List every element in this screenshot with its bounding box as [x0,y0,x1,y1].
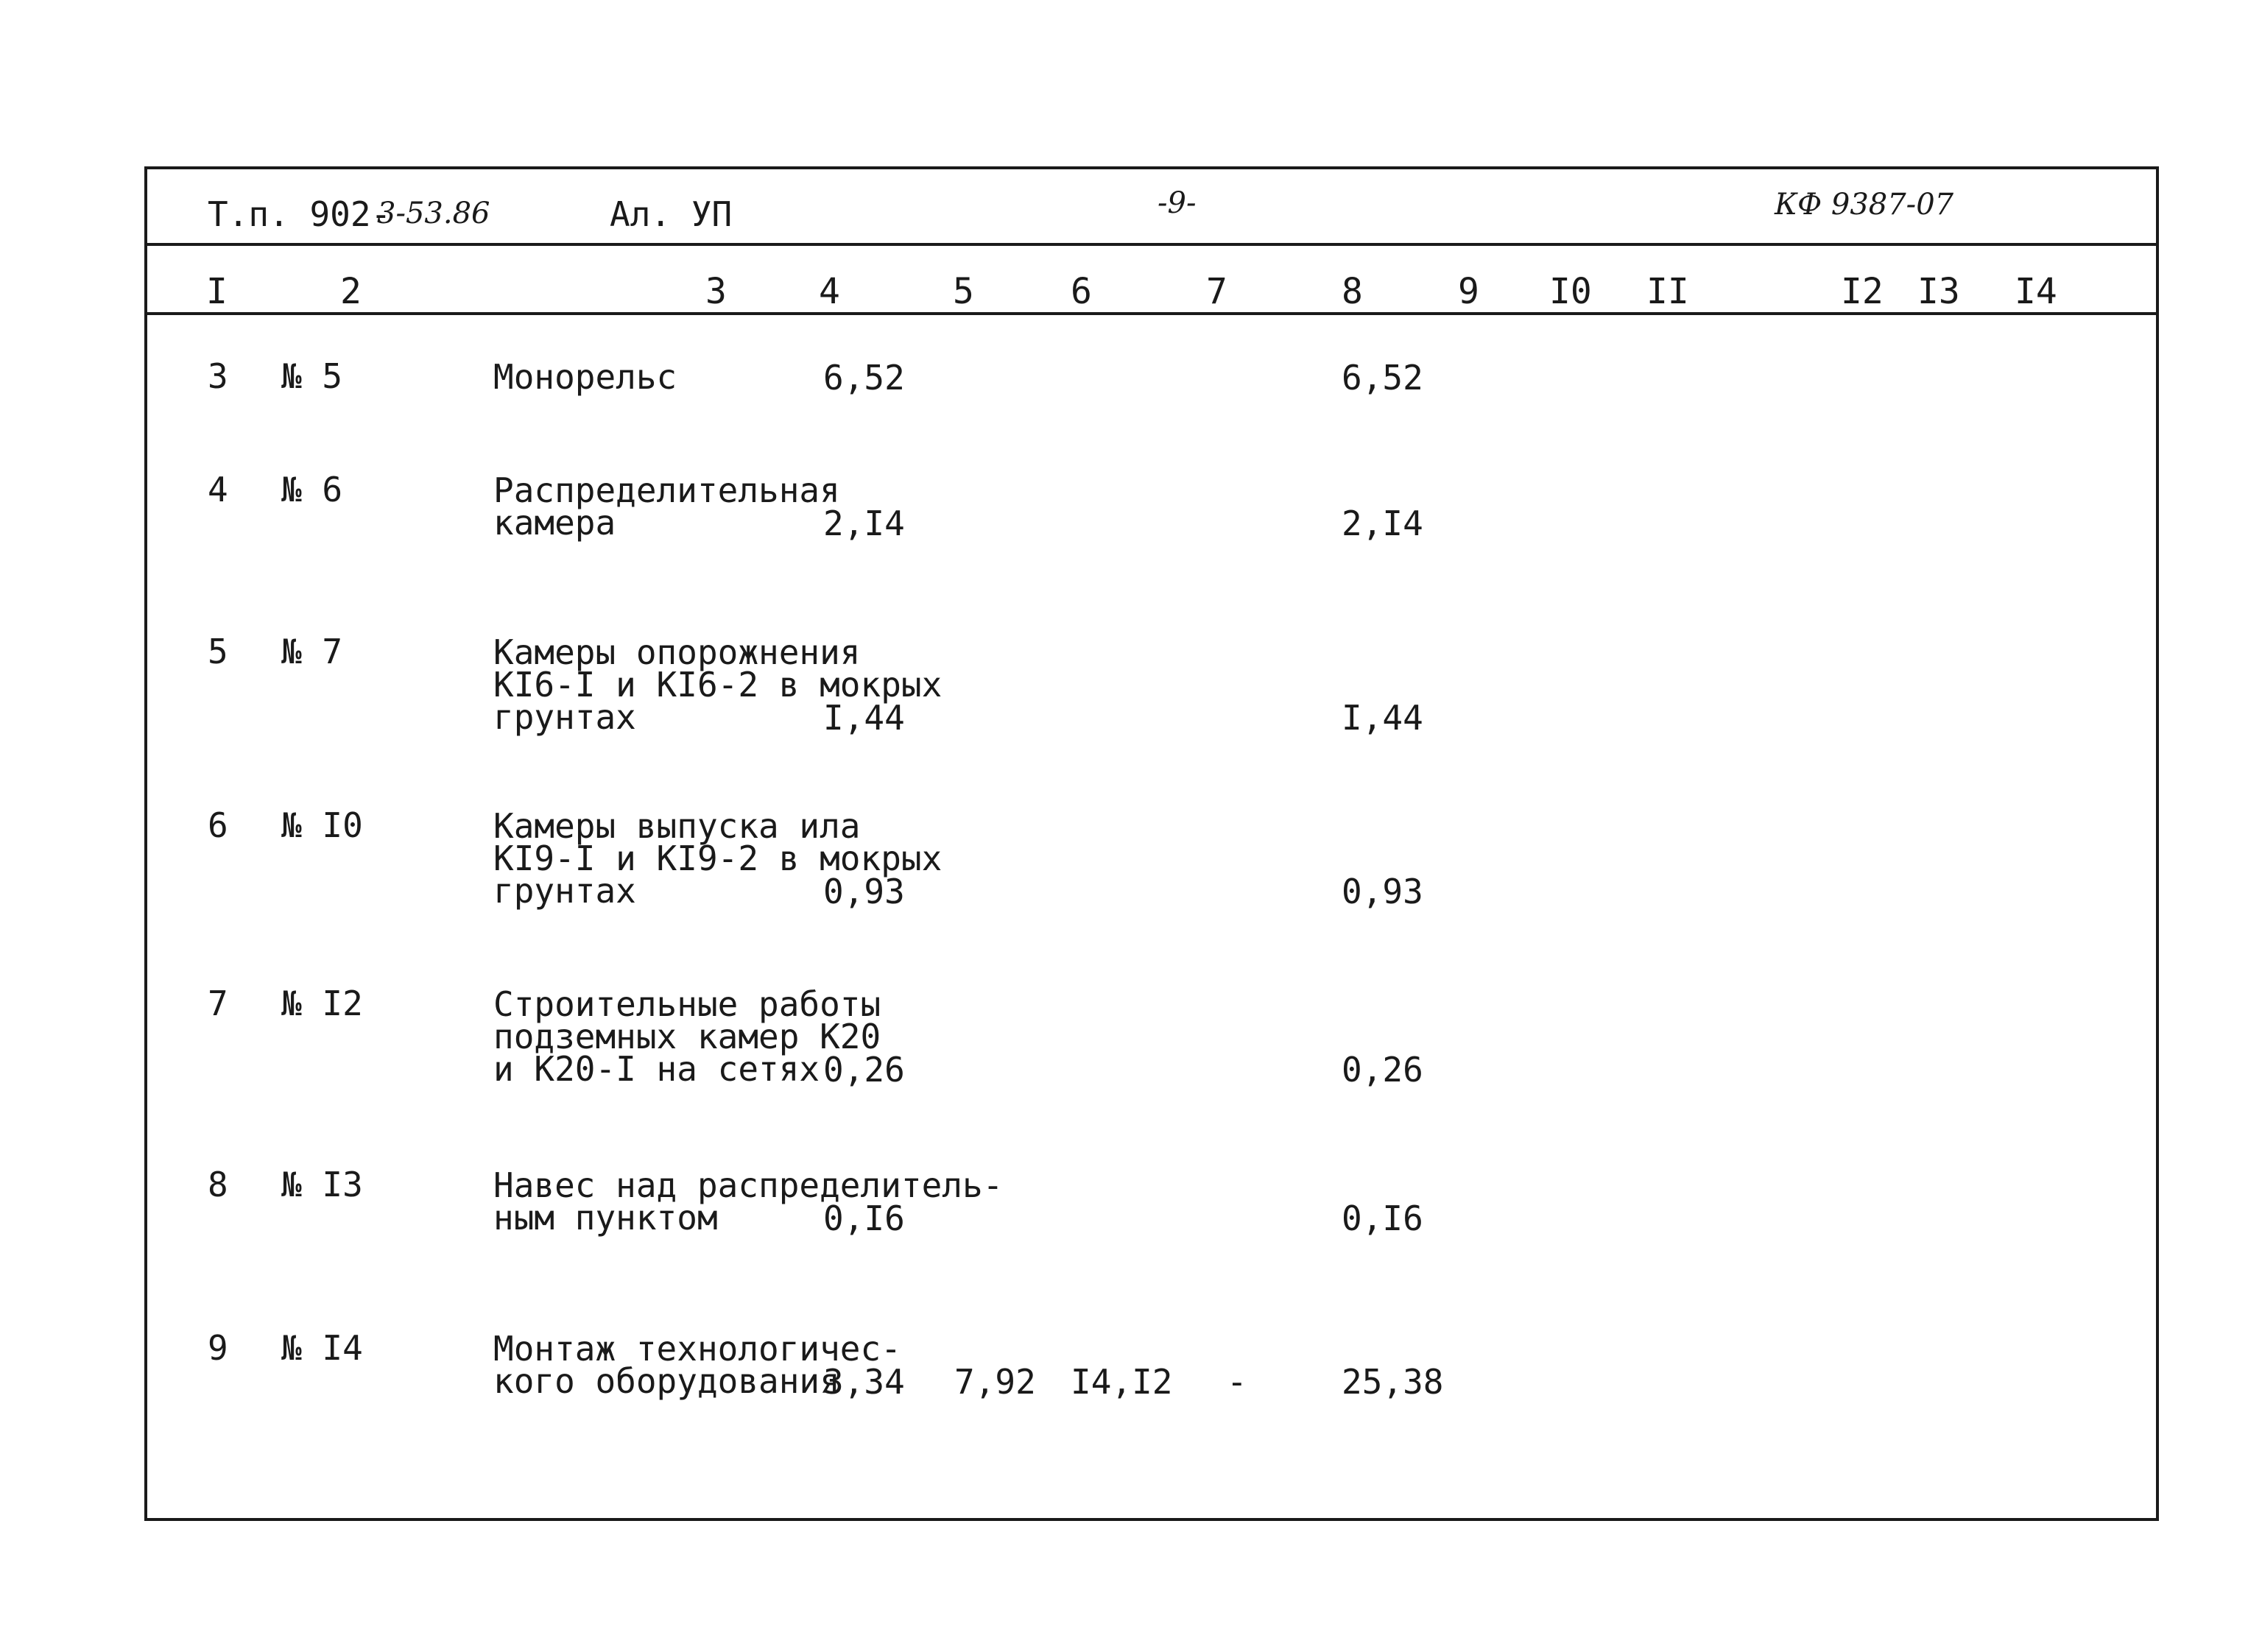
colnum-7: 7 [1206,271,1227,312]
colnum-9: 9 [1458,271,1479,312]
colnum-1: I [206,271,228,312]
table-frame [144,166,2159,1521]
cell-col8: 0,I6 [1342,1199,1423,1238]
row-number: 4 [208,470,228,509]
row-reference: № I3 [281,1165,363,1204]
album-label: Ал. УП [610,194,733,234]
colnum-2: 2 [340,271,362,312]
row-reference: № 5 [281,356,343,396]
cell-col4: 6,52 [823,358,905,398]
cell-col8: 0,93 [1342,872,1423,911]
cell-col6: I4,I2 [1071,1362,1173,1402]
row-description: Монтаж технологичес- кого оборудования [493,1329,901,1401]
column-numbers-divider [144,312,2159,315]
colnum-11: II [1646,271,1689,312]
colnum-10: I0 [1549,271,1592,312]
cell-col8: I,44 [1342,698,1423,738]
colnum-8: 8 [1342,271,1363,312]
row-description: Распределительная камера [493,470,840,543]
colnum-3: 3 [705,271,727,312]
row-reference: № 6 [281,470,343,509]
colnum-13: I3 [1917,271,1960,312]
row-number: 9 [208,1328,228,1368]
row-description: Камеры выпуска ила КI9-I и КI9-2 в мокрых грунтах [493,806,942,911]
row-number: 8 [208,1165,228,1204]
doc-number-handwritten: 3-53.86 [377,197,490,230]
colnum-5: 5 [953,271,974,312]
cell-col8: 2,I4 [1342,504,1423,543]
row-number: 6 [208,805,228,845]
cell-col4: 0,I6 [823,1199,905,1238]
cell-col7: - [1227,1362,1247,1402]
row-description: Камеры опорожнения КI6-I и КI6-2 в мокрых грунтах [493,632,942,737]
colnum-14: I4 [2015,271,2057,312]
row-number: 3 [208,356,228,396]
cell-col8: 6,52 [1342,358,1423,398]
row-reference: № I4 [281,1328,363,1368]
cell-col4: 0,93 [823,872,905,911]
cell-col8: 25,38 [1342,1362,1444,1402]
colnum-12: I2 [1841,271,1884,312]
document-code: КФ 9387-07 [1775,188,1954,222]
cell-col8: 0,26 [1342,1050,1423,1090]
page-number: -9- [1158,186,1197,220]
row-reference: № I2 [281,984,363,1023]
cell-col5: 7,92 [954,1362,1036,1402]
row-reference: № 7 [281,632,343,671]
colnum-6: 6 [1071,271,1092,312]
row-description: Навес над распределитель- ным пунктом [493,1165,1004,1238]
cell-col4: I,44 [823,698,905,738]
cell-col4: 3,34 [823,1362,905,1402]
row-number: 7 [208,984,228,1023]
row-reference: № I0 [281,805,363,845]
cell-col4: 2,I4 [823,504,905,543]
doc-prefix: Т.п. 902- [208,194,392,234]
colnum-4: 4 [819,271,840,312]
row-description: Строительные работы подземных камер К20 и К20-I на сетях [493,984,881,1089]
row-description: Монорельс [493,357,677,397]
row-number: 5 [208,632,228,671]
header-divider [144,243,2159,246]
cell-col4: 0,26 [823,1050,905,1090]
